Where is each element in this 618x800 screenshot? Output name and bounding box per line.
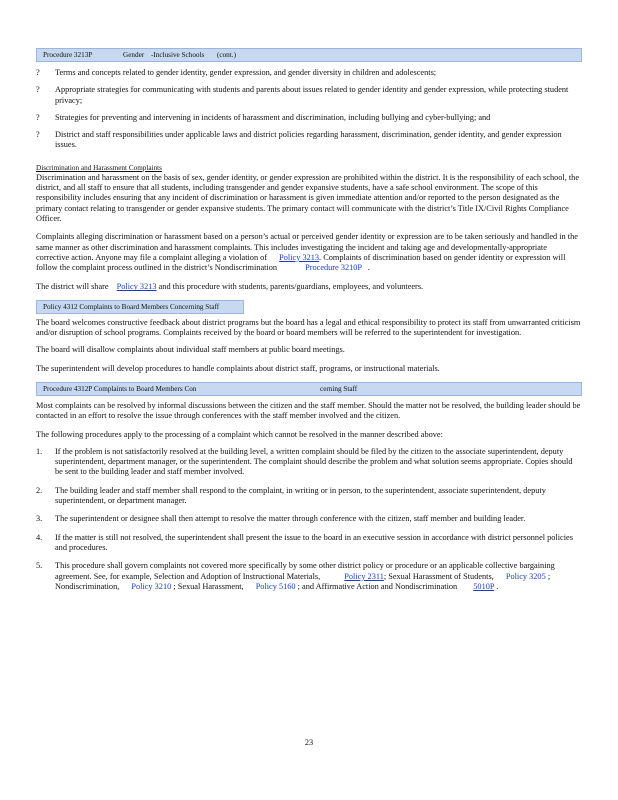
policy-2311-link[interactable]: Policy 2311 bbox=[344, 571, 384, 581]
policy-3213-link[interactable]: Policy 3213 bbox=[116, 282, 157, 292]
paragraph: Most complaints can be resolved by informal discussions between the citizen and the staff member. Should the matter not be resolved, the building leader should be contacted in an effort to resolve the issue through conferences with the staff member involved and the citizen. bbox=[36, 400, 581, 421]
header-procedure-label: Procedure 3213P bbox=[43, 51, 93, 59]
bullet-marker: ? bbox=[36, 130, 40, 140]
list-item bbox=[36, 85, 582, 106]
list-item-text: Appropriate strategies for communicating with students and parents about issues related to gender identity and gender expression, while protecting student privacy; bbox=[55, 85, 569, 105]
list-item bbox=[36, 486, 582, 507]
list-item bbox=[36, 447, 582, 478]
bullet-marker: ? bbox=[36, 112, 40, 122]
header-procedure-title-end: cerning Staff bbox=[320, 384, 358, 393]
paragraph: The district will share Policy 3213 and this procedure with students, parents/guardians, employees, and volunteers. bbox=[36, 282, 424, 292]
list-item bbox=[36, 130, 582, 151]
list-item-text: Terms and concepts related to gender identity, gender expression, and gender diversity in children and adolescents; bbox=[55, 68, 437, 77]
header-word-gender: Gender bbox=[123, 51, 145, 59]
header-word-inclusive: -Inclusive Schools bbox=[151, 51, 205, 59]
policy-3210-link[interactable]: Policy 3210 bbox=[131, 581, 172, 591]
list-item-text: District and staff responsibilities under applicable laws and district policies regarding harassment, discrimination, gender identity, and gender expression issues. bbox=[55, 130, 562, 150]
section-header-procedure-4312p bbox=[36, 382, 582, 396]
procedure-3210p-link[interactable]: Procedure 3210P bbox=[305, 263, 362, 273]
section-header-procedure-3213p bbox=[36, 48, 582, 62]
subsection-heading: Discrimination and Harassment Complaints bbox=[36, 163, 162, 172]
list-number: 1. bbox=[36, 446, 43, 456]
page-number: 23 bbox=[304, 738, 314, 747]
list-number: 5. bbox=[36, 561, 43, 571]
paragraph: The following procedures apply to the processing of a complaint which cannot be resolved in the manner described above: bbox=[36, 429, 443, 439]
bullet-marker: ? bbox=[36, 85, 40, 95]
bullet-marker: ? bbox=[36, 68, 40, 77]
list-number: 2. bbox=[36, 485, 43, 495]
policy-3213-link[interactable]: Policy 3213 bbox=[279, 252, 320, 262]
procedure-5010p-link[interactable]: 5010P bbox=[473, 581, 495, 591]
list-item bbox=[36, 514, 582, 524]
paragraph: Discrimination and harassment on the basis of sex, gender identity, or gender expression are prohibited within the district. It is the responsibility of each school, the district, and all staff to ensure that all students, including transgender and gender expansive students, have a safe school environment. The scope of this responsibility includes ensuring that any incident of discrimination or harassment is given immediate attention and/or reported to the person designated as the primary contact relating to transgender or gender expansive students. The primary contact will communicate with the district’s Title IX/Civil Rights Compliance Officer. bbox=[36, 172, 580, 223]
policy-3205-link[interactable]: Policy 3205 bbox=[505, 571, 546, 581]
paragraph: Complaints alleging discrimination or harassment based on a person’s actual or perceived gender identity or expression are to be taken seriously and handled in the same manner as other discrimination and harassment complaints. This includes investigating the incident and taking age and developmentally-appropriate corrective action. Anyone may file a complaint alleging a violation of Policy 3213. Complaints of discrimination based on gender identity or expression will follow the complaint process outlined in the district’s Nondiscrimination Procedure 3210P . bbox=[36, 232, 578, 273]
list-item bbox=[36, 533, 582, 554]
list-number: 4. bbox=[36, 532, 43, 542]
list-item-text: The superintendent or designee shall then attempt to resolve the matter through conference with the citizen, staff member and building leader. bbox=[55, 514, 526, 524]
complaint-steps-list bbox=[36, 447, 582, 592]
training-topics-list bbox=[36, 68, 582, 151]
list-item bbox=[36, 68, 582, 78]
list-item-text: If the problem is not satisfactorily resolved at the building level, a written complaint should be filed by the citizen to the associate superintendent, deputy superintendent, department manager, or the superintendent. The complaint should describe the problem and what solution seems appropriate. Copies should be sent to the building leader and staff member involved. bbox=[55, 446, 573, 477]
list-item: 5. This procedure shall govern complaints not covered more specifically by some other district policy or procedure or an applicable collective bargaining agreement. See, for example, Selection and Adoption of Instructional Materials, Policy 2311; Sexual Harassment of Students, Policy 3205 ; Nondiscrimination, Policy 3210 ; Sexual Harassment, Policy 5160 ; and Affirmative Action and Nondiscrimination 5010P . bbox=[36, 561, 555, 591]
list-item bbox=[36, 113, 582, 123]
list-item-text: If the matter is still not resolved, the superintendent shall present the issue to the board in an executive session in accordance with district personnel policies and procedures. bbox=[55, 532, 573, 552]
list-item-text: The building leader and staff member shall respond to the complaint, in writing or in person, to the superintendent, associate superintendent, deputy superintendent, or department manager. bbox=[55, 485, 546, 506]
header-procedure-title: Procedure 4312P Complaints to Board Members Con bbox=[43, 384, 197, 393]
paragraph: The board welcomes constructive feedback about district programs but the board has a legal and ethical responsibility to protect its staff from unwarranted criticism and/or disruption of school programs. Complaints received by the board or board members will be referred to the superintendent for investigation. bbox=[36, 317, 581, 338]
header-cont: (cont.) bbox=[217, 51, 236, 59]
list-number: 3. bbox=[36, 514, 43, 524]
list-item-text: Strategies for preventing and intervening in incidents of harassment and discrimination, including bullying and cyber-bullying; and bbox=[55, 112, 491, 122]
document-page bbox=[36, 46, 582, 747]
paragraph: The superintendent will develop procedures to handle complaints about district staff, programs, or instructional materials. bbox=[36, 363, 440, 373]
section-header-policy-4312: Policy 4312 Complaints to Board Members Concerning Staff bbox=[36, 300, 244, 314]
policy-5160-link[interactable]: Policy 5160 bbox=[255, 581, 296, 591]
paragraph: The board will disallow complaints about individual staff members at public board meetings. bbox=[36, 345, 345, 355]
